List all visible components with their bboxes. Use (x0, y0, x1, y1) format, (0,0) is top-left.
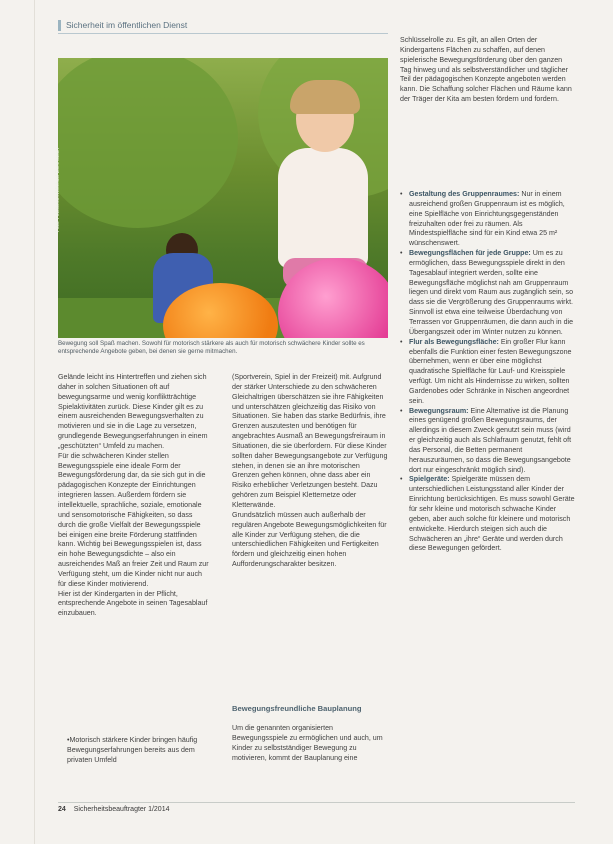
list-item-term: Spielgeräte: (409, 475, 450, 484)
bullet-icon: • (400, 475, 403, 484)
publication-name: Sicherheitsbeauftragter 1/2014 (73, 806, 170, 813)
list-item-term: Bewegungsflächen für jede Gruppe: (409, 249, 531, 258)
bullet-list-right (400, 190, 575, 554)
bullet-list-left (58, 736, 210, 766)
list-item-term: Bewegungsraum: (409, 406, 469, 415)
page-fold-shadow (34, 0, 35, 844)
running-header: Sicherheit im öffentlichen Dienst (66, 20, 188, 30)
bullet-icon: • (400, 249, 403, 258)
list-item-text: Um es zu ermöglichen, dass Bewegungsspiele direkt in den Tagesablauf integriert werden, sollte eine Bewegungsfläche möglichst nah am Gruppenraum liegen und direkt vom Raum aus zugänglich sein, so dass sie die Vergrößerung des Gruppenraums wirkt. Sinnvoll ist etwa eine teilweise Überdachung von Terrassen vor Gruppenräumen, die dann auch in die Übergangszeit oder im Winter nutzen zu können. (409, 249, 574, 336)
section-heading: Bewegungsfreundliche Bauplanung (232, 704, 362, 713)
list-item (400, 249, 575, 338)
photo-tree-left (58, 58, 238, 228)
list-item (400, 475, 575, 554)
list-item-text: Eine Alternative ist die Planung eines genügend großen Bewegungsraums, der allerdings in diesem Zweck genutzt sein muss (wird er gleichzeitig auch als Schlafraum genutzt, fehlt oft das Personal, die Betten permanent herauszuräumen, so dass die Bewegungsangebote dort nur eingeschränkt möglich sind). (409, 406, 572, 474)
bullet-icon: • (400, 337, 403, 346)
bullet-icon: • (400, 190, 403, 198)
list-item-text: Nur in einem ausreichend großen Gruppenraum ist es möglich, eine Spielfläche von Einrichtungsgegenständen freizuhalten oder frei zu räumen. Als Mindestspielfläche sind für ein Kind etwa 25 m² wünschenswert. (409, 190, 565, 248)
body-column-right: Schlüsselrolle zu. Es gilt, an allen Orten der Kindergartens Flächen zu schaffen, auf denen spielerische Bewegungsförderung über den ganzen Tag hinweg und als selbstverständlicher und täglicher Teil der pädagogischen Konzepte angeboten werden kann. Die Schaffung solcher Flächen und Räume kann der Träger der Kita am besten fördern und fordern. (400, 36, 572, 104)
photo-credit: Foto: Fotolia.com/Michael Dommasch (55, 148, 61, 232)
bullet-icon: • (67, 736, 70, 744)
list-item (58, 736, 210, 766)
header-rule (58, 33, 388, 34)
body-column-left: Gelände leicht ins Hintertreffen und ziehen sich daher in solchen Situationen oft auf bewegungsarme und wenig konfliktträchtige Spielaktivitäten zurück. Diese Kinder gilt es zu einem ausreichenden Bewegungsverhalten zu motivieren und sie in die Lage zu versetzen, grundlegende Bewegungserfahrungen in einem „geschützten“ Umfeld zu machen. Für die schwächeren Kinder stellen Bewegungsspiele eine ideale Form der Bewegungsförderung dar, da sie sich gut in die pädagogischen Konzepte der Einrichtungen integrieren lassen. Außerdem fördern sie intellektuelle, sprachliche, soziale, emotionale und sensomotorische Fähigkeiten, so dass durch die große Vielfalt der Bewegungsspiele bei einigen eine breite Förderung stattfinden kann. Wichtig bei Bewegungsspielen ist, dass ein hohe Bewegungsdichte – also ein ausreichendes Maß an freier Zeit und Raum zur Verfügung steht, um die Kinder nicht nur auch für diese Kinder motivierend. Hier ist der Kindergarten in der Pflicht, entsprechende Angebote in seinen Tagesablauf einzubauen. (58, 373, 209, 618)
list-item-text: Ein großer Flur kann ebenfalls die Funktion einer festen Bewegungszone übernehmen, wenn er über eine möglichst quadratische Spielfläche für Lauf- und Kreisspiele verfügt. Um nicht als Hindernisse zu wirken, sollten Gardenobes oder Schränke in Nischen angeordnet sein. (409, 337, 572, 405)
list-item-term: Gestaltung des Gruppenraumes: (409, 190, 520, 198)
body-column-middle-cont: Um die genannten organisierten Bewegungsspiele zu ermöglichen und auch, um Kinder zu selbstständiger Bewegung zu motivieren, kommt der Bauplanung eine (232, 724, 383, 762)
footer-rule (58, 802, 575, 803)
list-item (400, 338, 575, 407)
article-photo (58, 58, 388, 338)
photo-girl-hair (290, 80, 360, 114)
body-column-middle: (Sportverein, Spiel in der Freizeit) mit. Aufgrund der stärker Unterschiede zu den schwächeren Gleichaltrigen überschätzen sie ihre Fähigkeiten und unterschätzen gleichzeitig das Risiko von Situationen. Sie haben das starke Bedürfnis, ihre Grenzen auszutesten und benötigen für angebrachtes Ausmaß an Bewegungsfreiraum in Situationen, die sie überfordern. Für diese Kinder sollten daher Bewegungsangebote zur Verfügung stehen, in denen sie an ihre motorischen Grenzen gehen können, ohne dass aber ein Risiko erheblicher Verletzungen besteht. Dazu gehören zum Beispiel Kletternetze oder Kletterwände. Grundsätzlich müssen auch außerhalb der regulären Angebote Bewegungsmöglichkeiten für alle Kinder zur Verfügung stehen, die die unterschiedlichen Fähigkeiten und Fertigkeiten fördern und gleichzeitig einen hohen Aufforderungscharakter besitzen. (232, 373, 388, 569)
bullet-icon: • (400, 406, 403, 415)
page-number: 24 (58, 806, 66, 813)
list-item-text: Spielgeräte müssen dem unterschiedlichen Leistungsstand aller Kinder der Einrichtung berücksichtigen. Es muss sowohl Geräte für sehr kleine und motorisch schwache Kinder geben, aber auch solche für kleinere und motorisch entwickelte. Hierdurch steigen sich auch die Schwächeren an „ihre“ Geräte und werden durch diese Bewegungen gefördert. (409, 475, 575, 553)
page-footer (58, 806, 169, 813)
photo-girl-body (278, 148, 368, 268)
list-item-term: Flur als Bewegungsfläche: (409, 337, 499, 346)
list-item-text: Motorisch stärkere Kinder bringen häufig Bewegungserfahrungen bereits aus dem privaten Umfeld (67, 736, 198, 764)
list-item (400, 190, 575, 249)
list-item (400, 407, 575, 476)
photo-caption: Bewegung soll Spaß machen. Sowohl für motorisch stärkere als auch für motorisch schwächere Kinder sollte es entsprechende Angebote geben, bei denen sie gerne mitmachen. (58, 340, 365, 356)
